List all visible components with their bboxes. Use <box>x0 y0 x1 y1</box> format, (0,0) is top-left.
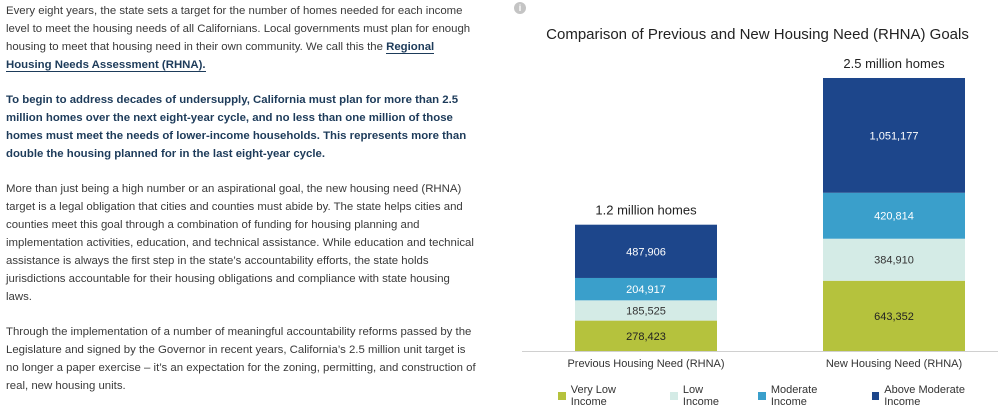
legend-label-low: Low Income <box>683 384 740 408</box>
value-label-previous-low: 185,525 <box>626 305 666 317</box>
value-label-previous-above-moderate: 487,906 <box>626 246 666 258</box>
value-label-new-very-low: 643,352 <box>874 311 914 323</box>
legend-label-very-low: Very Low Income <box>571 384 652 408</box>
value-label-new-above-moderate: 1,051,177 <box>870 130 919 142</box>
paragraph-legal-obligation: More than just being a high number or an aspirational goal, the new housing need (RHNA) target is a legal obligation that cities and counties must abide by. The state helps cities and counties meet this goal through a combination of funding for housing planning and implementation activities, education, and technical assistance. While education and technical assistance is always the first step in the state’s accountability efforts, the state holds jurisdictions accountable for their housing obligations and compliance with state housing laws. <box>6 180 476 306</box>
legend-item-low <box>670 384 740 408</box>
paragraph-undersupply: To begin to address decades of undersupply, California must plan for more than 2.5 million homes over the next eight-year cycle, and no less than one million of those homes must meet the needs of lower-income households. This represents more than double the housing planned for in the last eight-year cycle. <box>6 91 476 163</box>
value-label-new-low: 384,910 <box>874 255 914 267</box>
legend-item-above-moderate <box>872 384 1000 408</box>
intro-text: Every eight years, the state sets a target for the number of homes needed for each income level to meet the housing needs of all Californians. Local governments must plan for enough housing to meet that housing need in their own community. We call this the <box>6 5 470 53</box>
value-label-previous-very-low: 278,423 <box>626 331 666 343</box>
info-icon[interactable]: i <box>514 2 526 14</box>
legend-item-moderate <box>758 384 853 408</box>
rhna-link[interactable]: Regional Housing Needs Assessment (RHNA). <box>6 41 434 72</box>
paragraph-accountability: Through the implementation of a number of meaningful accountability reforms passed by the Legislature and signed by the Governor in recent years, California’s 2.5 million unit target is no longer a paper exercise – it’s an expectation for the zoning, permitting, and construction of real, new housing units. <box>6 323 476 395</box>
chart-legend <box>558 384 1000 408</box>
value-label-previous-moderate: 204,917 <box>626 284 666 296</box>
legend-swatch-moderate <box>758 392 766 400</box>
legend-item-very-low <box>558 384 652 408</box>
legend-swatch-above-moderate <box>872 392 880 400</box>
legend-swatch-very-low <box>558 392 566 400</box>
legend-label-moderate: Moderate Income <box>771 384 854 408</box>
chart-title: Comparison of Previous and New Housing Need (RHNA) Goals <box>520 26 995 43</box>
category-label-previous: Previous Housing Need (RHNA) <box>567 358 724 370</box>
total-label-new: 2.5 million homes <box>843 56 945 71</box>
legend-label-above-moderate: Above Moderate Income <box>884 384 1000 408</box>
legend-swatch-low <box>670 392 678 400</box>
category-label-new: New Housing Need (RHNA) <box>826 358 962 370</box>
value-label-new-moderate: 420,814 <box>874 211 914 223</box>
total-label-previous: 1.2 million homes <box>595 203 697 218</box>
